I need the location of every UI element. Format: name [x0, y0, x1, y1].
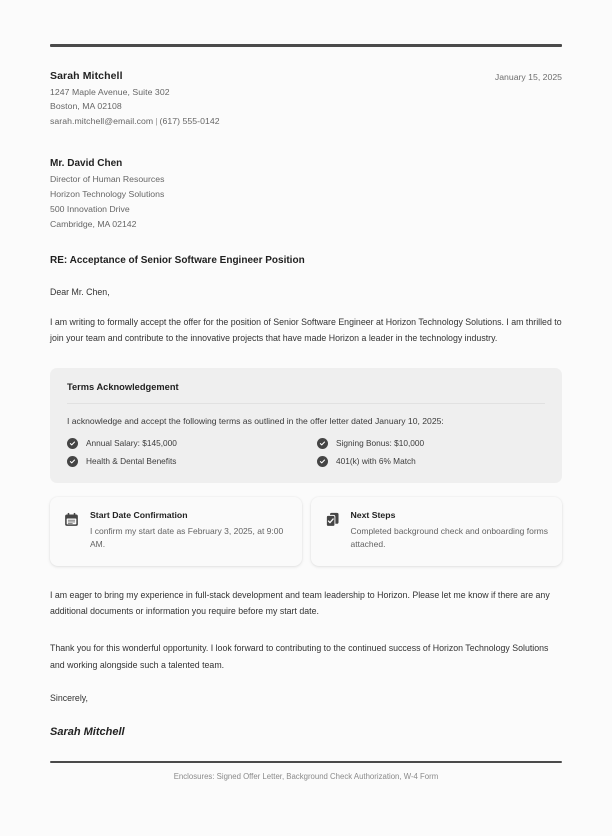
sender-address-line-1: 1247 Maple Avenue, Suite 302 [50, 86, 170, 97]
sender-contact-line [50, 116, 220, 126]
recipient-name: Mr. David Chen [50, 157, 123, 169]
info-cards-row [50, 497, 562, 566]
salutation: Dear Mr. Chen, [50, 286, 110, 297]
check-circle-icon [67, 456, 78, 467]
card-text: I confirm my start date as February 3, 2025, at 9:00 AM. [90, 525, 284, 550]
terms-intro-text: I acknowledge and accept the following terms as outlined in the offer letter dated January 10, 2025: [67, 415, 444, 426]
letter-page [0, 44, 612, 836]
term-label: Signing Bonus: $10,000 [336, 438, 425, 449]
terms-list [67, 438, 545, 467]
sender-email: sarah.mitchell@email.com [50, 115, 154, 126]
sender-block [50, 70, 220, 126]
card-text: Completed background check and onboarding forms attached. [350, 525, 549, 550]
term-item [317, 438, 545, 449]
recipient-block [50, 158, 562, 229]
term-item [317, 456, 545, 467]
check-circle-icon [317, 438, 328, 449]
recipient-company: Horizon Technology Solutions [50, 188, 165, 199]
check-circle-icon [317, 456, 328, 467]
sender-phone: (617) 555-0142 [159, 115, 220, 126]
body-paragraph-3: Thank you for this wonderful opportunity. I look forward to contributing to the continued success of Horizon Technology Solutions and working alongside such a talented team. [50, 643, 549, 670]
term-item [67, 456, 295, 467]
calendar-icon [63, 511, 80, 528]
recipient-address-line-2: Cambridge, MA 02142 [50, 218, 137, 229]
letter-date: January 15, 2025 [494, 72, 562, 82]
card-title: Next Steps [350, 509, 396, 520]
clipboard-check-icon [324, 511, 341, 528]
terms-panel-divider [67, 403, 545, 404]
subject-line: RE: Acceptance of Senior Software Engineer Position [50, 254, 305, 266]
letterhead [50, 70, 562, 126]
card-body [351, 510, 549, 552]
body-paragraph-2: I am eager to bring my experience in full-stack development and team leadership to Horizon. Please let me know if there are any additional documents or information you require before my start date. [50, 589, 550, 617]
closing-salutation: Sincerely, [50, 692, 88, 703]
footer-divider-rule [50, 761, 562, 764]
check-circle-icon [67, 438, 78, 449]
contact-separator: | [155, 115, 158, 126]
top-divider-rule [50, 44, 562, 47]
terms-panel-title: Terms Acknowledgement [67, 381, 179, 392]
signature: Sarah Mitchell [50, 725, 125, 738]
sender-name: Sarah Mitchell [50, 70, 123, 82]
enclosures-note: Enclosures: Signed Offer Letter, Background Check Authorization, W-4 Form [173, 772, 439, 782]
sender-address-line-2: Boston, MA 02108 [50, 101, 122, 111]
term-label: 401(k) with 6% Match [336, 456, 416, 467]
term-label: Annual Salary: $145,000 [86, 438, 177, 449]
term-item [67, 438, 295, 449]
card-body [90, 510, 288, 552]
next-steps-card [311, 497, 563, 566]
body-paragraph-1: I am writing to formally accept the offer for the position of Senior Software Engineer at Horizon Technology Solutions. I am thrilled to join your team and contribute to the innovative projects that have made Horizon a leader in the technology industry. [50, 316, 562, 343]
terms-acknowledgement-panel [50, 368, 562, 483]
term-label: Health & Dental Benefits [86, 456, 177, 467]
recipient-title: Director of Human Resources [50, 173, 165, 184]
card-title: Start Date Confirmation [90, 509, 188, 520]
start-date-confirmation-card [50, 497, 302, 566]
recipient-address-line-1: 500 Innovation Drive [50, 203, 130, 214]
